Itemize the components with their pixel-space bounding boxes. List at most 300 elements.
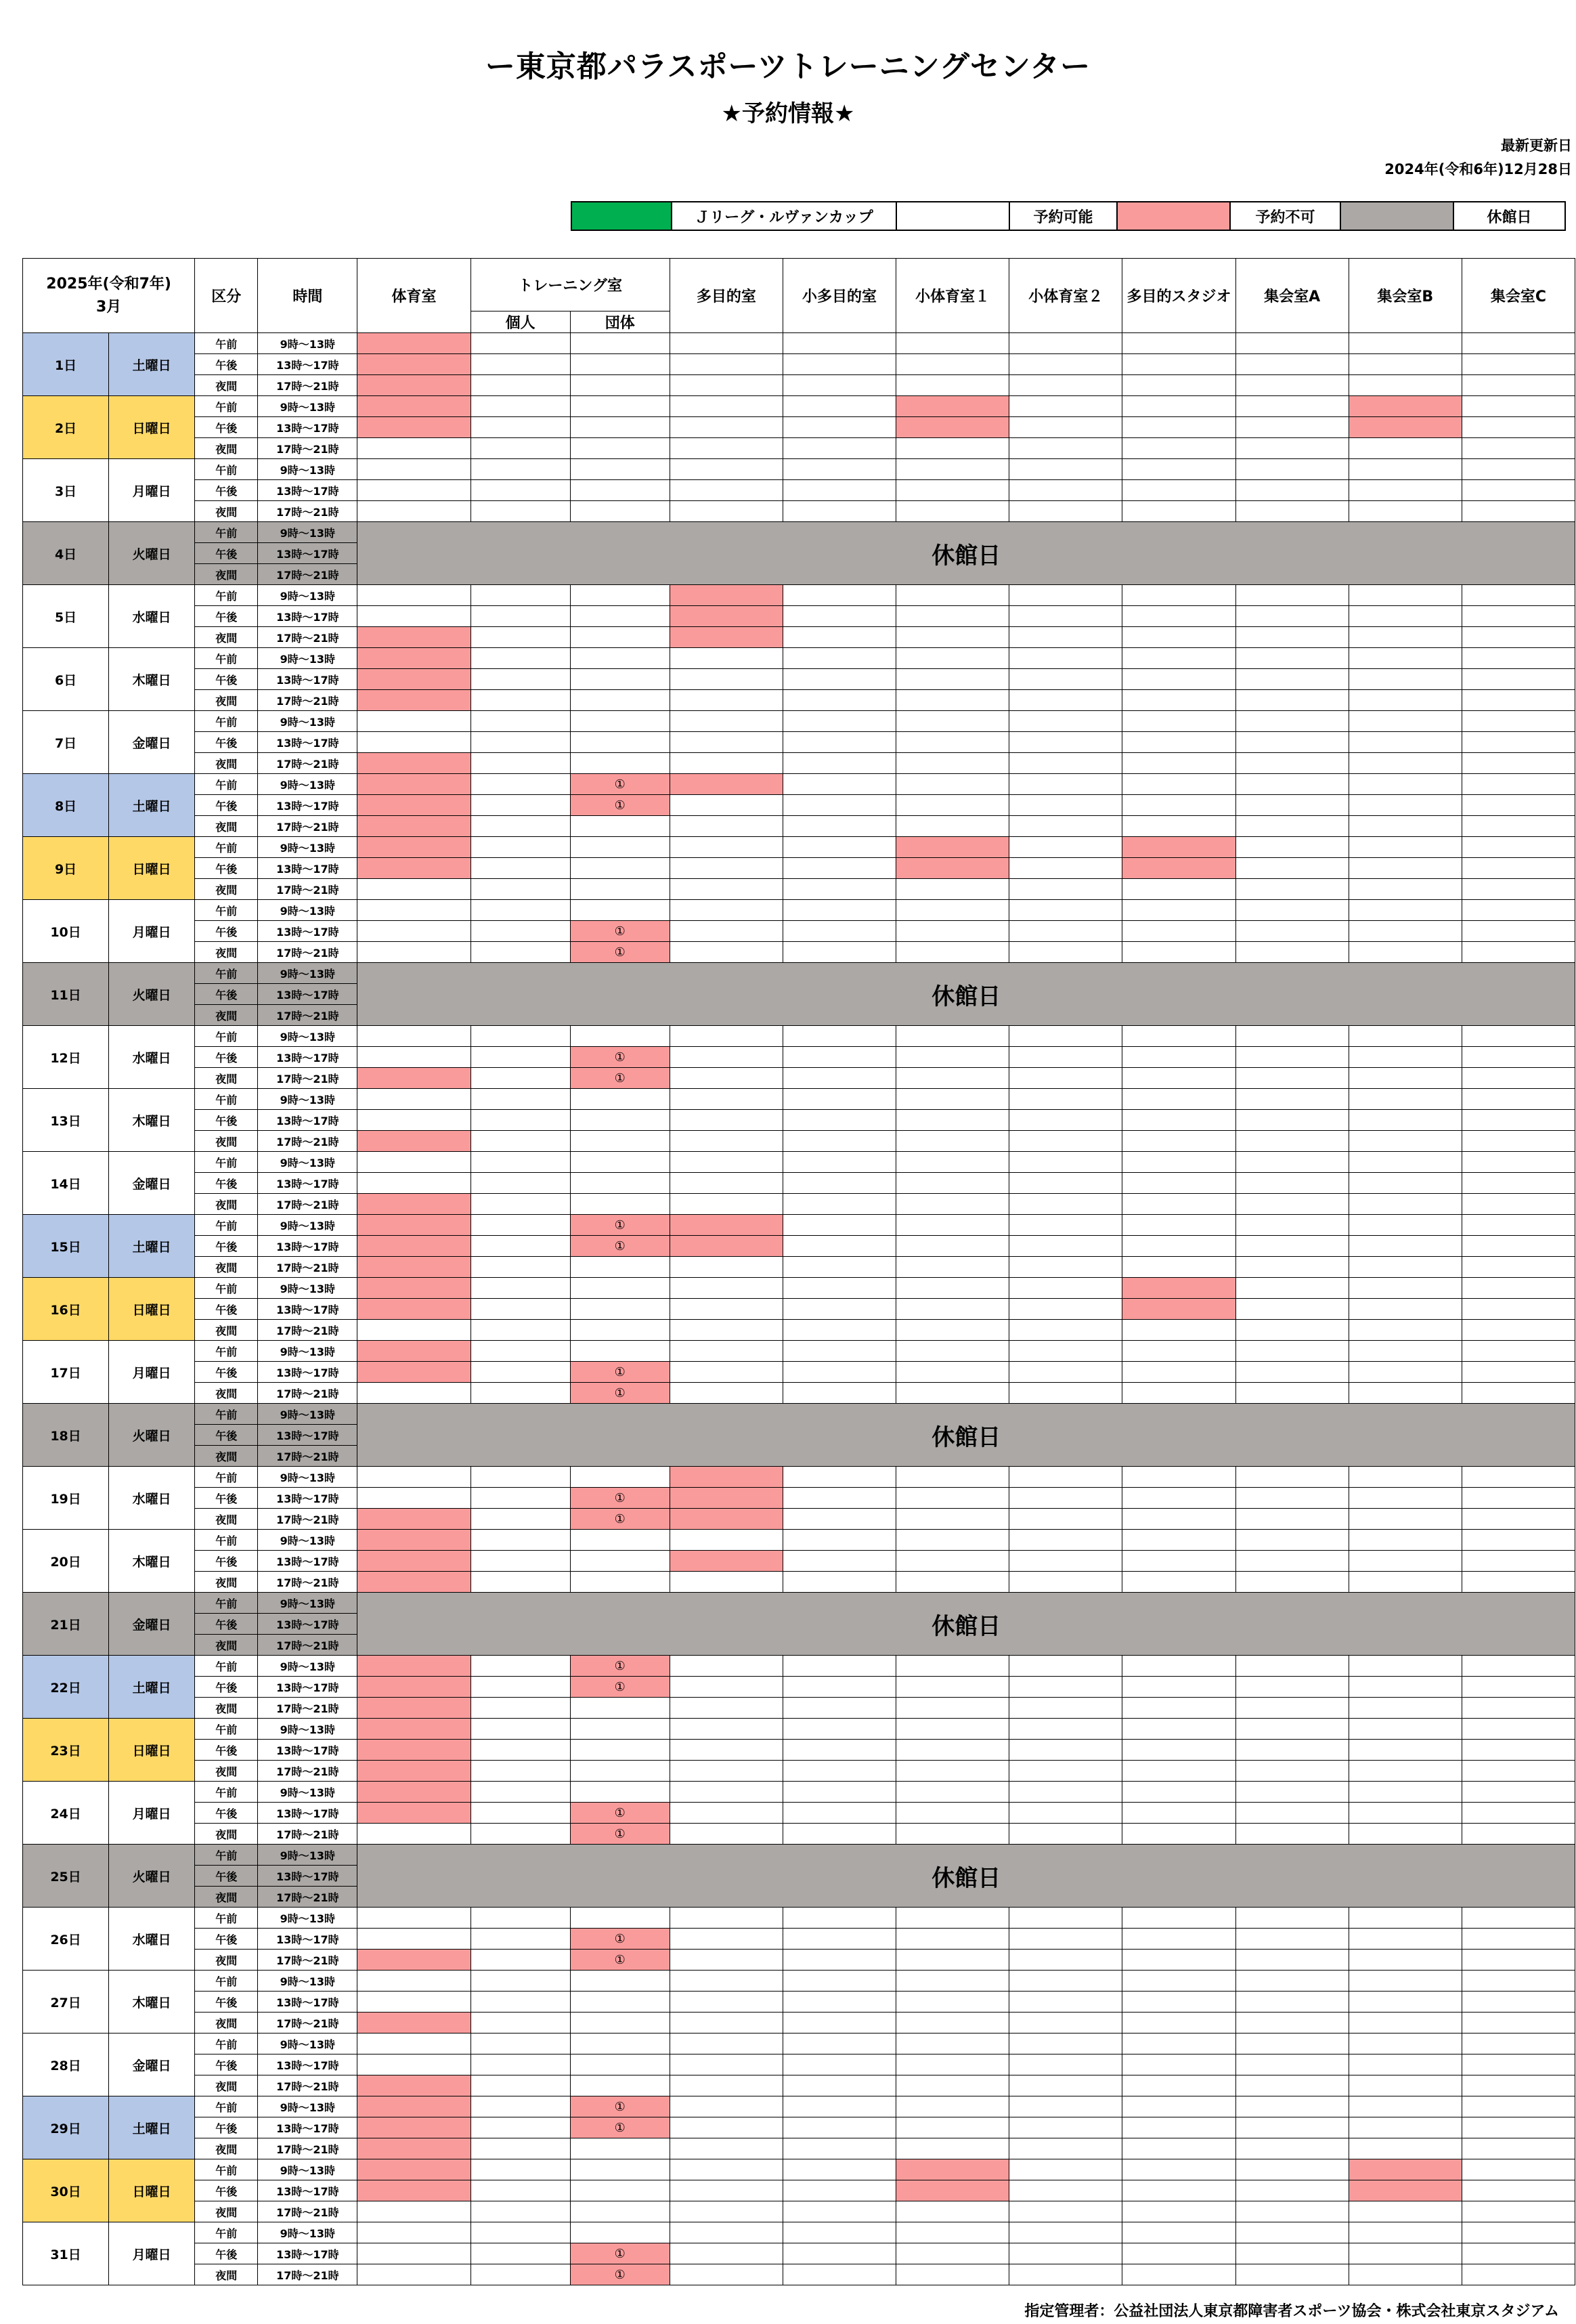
slot-available [783, 438, 896, 459]
slot-available [470, 1656, 570, 1677]
slot-available [783, 1908, 896, 1929]
time-cell: 17時～21時 [258, 1509, 357, 1530]
slot-available [470, 627, 570, 648]
slot-available [896, 942, 1009, 963]
slot-available [570, 2054, 670, 2075]
slot-available [1235, 1509, 1349, 1530]
slot-unavailable [357, 2096, 470, 2117]
slot-unavailable [357, 1656, 470, 1677]
slot-available [1235, 2096, 1349, 2117]
slot-available [1462, 2034, 1575, 2054]
day-date: 17日 [23, 1341, 109, 1404]
slot-available [1122, 1110, 1235, 1131]
slot-available [670, 2075, 783, 2096]
slot-available [670, 942, 783, 963]
table-row [23, 1341, 1575, 1362]
slot-available [1009, 1152, 1122, 1173]
table-row [23, 1257, 1575, 1278]
slot-available [1235, 2243, 1349, 2264]
slot-available [783, 1719, 896, 1740]
period-cell: 午後 [195, 669, 258, 690]
slot-available [570, 1719, 670, 1740]
slot-available [470, 1068, 570, 1089]
legend-swatch-available [896, 202, 1009, 230]
slot-available [1009, 1341, 1122, 1362]
slot-available [670, 1383, 783, 1404]
slot-available [1122, 1782, 1235, 1803]
period-cell: 午前 [195, 1719, 258, 1740]
table-row [23, 396, 1575, 417]
slot-available [783, 1152, 896, 1173]
slot-available [1235, 2201, 1349, 2222]
slot-available [1235, 1089, 1349, 1110]
day-date: 26日 [23, 1908, 109, 1971]
slot-available [570, 1320, 670, 1341]
slot-unavailable [357, 1068, 470, 1089]
slot-available [1122, 2117, 1235, 2138]
slot-available [1462, 669, 1575, 690]
slot-available [1009, 879, 1122, 900]
slot-available [470, 2075, 570, 2096]
slot-available [1009, 1194, 1122, 1215]
day-date: 6日 [23, 648, 109, 711]
table-row [23, 1299, 1575, 1320]
slot-available [470, 1677, 570, 1698]
slot-available [1122, 501, 1235, 522]
facility-header: 集会室C [1462, 259, 1575, 333]
slot-available [1349, 1572, 1462, 1593]
slot-available [1122, 1257, 1235, 1278]
slot-available [1462, 648, 1575, 669]
slot-available [1235, 774, 1349, 795]
slot-available [1462, 1908, 1575, 1929]
slot-available [1235, 2180, 1349, 2201]
table-row [23, 1215, 1575, 1236]
slot-unavailable: ① [570, 1362, 670, 1383]
slot-available [470, 732, 570, 753]
slot-available [1462, 1992, 1575, 2013]
slot-available [1009, 585, 1122, 606]
table-row [23, 900, 1575, 921]
slot-available [1462, 942, 1575, 963]
slot-available [470, 816, 570, 837]
period-cell: 午前 [195, 1278, 258, 1299]
slot-available [1235, 837, 1349, 858]
period-cell: 午後 [195, 1047, 258, 1068]
slot-available [1235, 1803, 1349, 1824]
slot-unavailable [357, 1299, 470, 1320]
slot-available [783, 1299, 896, 1320]
slot-available [470, 1950, 570, 1971]
slot-available [1462, 1278, 1575, 1299]
slot-unavailable [357, 837, 470, 858]
slot-available [1009, 858, 1122, 879]
slot-available [670, 711, 783, 732]
slot-available [357, 732, 470, 753]
slot-unavailable [896, 837, 1009, 858]
slot-available [670, 501, 783, 522]
slot-available [1122, 417, 1235, 438]
slot-available [1009, 1551, 1122, 1572]
slot-available [470, 1341, 570, 1362]
slot-available [1235, 375, 1349, 396]
slot-unavailable [357, 2159, 470, 2180]
slot-available [1009, 942, 1122, 963]
slot-available [1122, 1488, 1235, 1509]
slot-available [783, 1992, 896, 2013]
slot-available [896, 795, 1009, 816]
table-row [23, 942, 1575, 963]
time-cell: 13時～17時 [258, 858, 357, 879]
slot-unavailable: ① [570, 2096, 670, 2117]
slot-available [470, 2054, 570, 2075]
slot-available [1122, 1320, 1235, 1341]
slot-available [1349, 690, 1462, 711]
slot-unavailable [357, 858, 470, 879]
slot-available [1122, 2138, 1235, 2159]
slot-available [896, 774, 1009, 795]
period-cell: 午後 [195, 480, 258, 501]
period-cell: 午後 [195, 2243, 258, 2264]
time-cell: 9時～13時 [258, 1530, 357, 1551]
slot-available [1009, 1089, 1122, 1110]
slot-unavailable: ① [570, 1929, 670, 1950]
table-row [23, 585, 1575, 606]
table-row [23, 606, 1575, 627]
period-cell: 午後 [195, 2180, 258, 2201]
slot-available [470, 480, 570, 501]
slot-unavailable [357, 1236, 470, 1257]
slot-unavailable [357, 2075, 470, 2096]
slot-available [670, 648, 783, 669]
slot-available [1009, 648, 1122, 669]
day-weekday: 日曜日 [109, 2159, 195, 2222]
slot-available [1462, 375, 1575, 396]
slot-available [1122, 2034, 1235, 2054]
day-date: 11日 [23, 963, 109, 1026]
slot-available [783, 2054, 896, 2075]
time-cell: 17時～21時 [258, 1131, 357, 1152]
slot-unavailable: ① [570, 1236, 670, 1257]
table-row [23, 1152, 1575, 1173]
slot-available [1462, 1236, 1575, 1257]
slot-available [1349, 2096, 1462, 2117]
slot-available [670, 669, 783, 690]
time-cell: 13時～17時 [258, 1992, 357, 2013]
slot-available [896, 1530, 1009, 1551]
legend-label-unavailable: 予約不可 [1230, 202, 1340, 230]
slot-available [570, 438, 670, 459]
slot-available [670, 1341, 783, 1362]
slot-available [570, 669, 670, 690]
slot-available [1349, 459, 1462, 480]
slot-available [470, 606, 570, 627]
slot-available [357, 1173, 470, 1194]
day-date: 2日 [23, 396, 109, 459]
slot-available [470, 1173, 570, 1194]
slot-unavailable [357, 2013, 470, 2034]
slot-available [670, 2243, 783, 2264]
slot-available [1349, 1173, 1462, 1194]
slot-available [1462, 1740, 1575, 1761]
slot-unavailable [357, 2138, 470, 2159]
slot-available [896, 2096, 1009, 2117]
table-row [23, 1362, 1575, 1383]
slot-available [1235, 669, 1349, 690]
slot-available [1235, 1320, 1349, 1341]
slot-available [570, 753, 670, 774]
slot-available [570, 1278, 670, 1299]
slot-available [470, 669, 570, 690]
slot-available [670, 1278, 783, 1299]
slot-available [1122, 1908, 1235, 1929]
slot-available [570, 900, 670, 921]
slot-available [670, 396, 783, 417]
slot-available [470, 1152, 570, 1173]
slot-available [1122, 2075, 1235, 2096]
slot-available [1349, 879, 1462, 900]
time-cell: 13時～17時 [258, 1488, 357, 1509]
slot-available [1462, 795, 1575, 816]
slot-unavailable [357, 417, 470, 438]
period-cell: 午前 [195, 1467, 258, 1488]
day-weekday: 木曜日 [109, 1530, 195, 1593]
time-cell: 13時～17時 [258, 1614, 357, 1635]
time-cell: 17時～21時 [258, 942, 357, 963]
facility-header: 多目的室 [670, 259, 783, 333]
training-dantai-header: 団体 [570, 311, 670, 333]
period-cell: 午後 [195, 1362, 258, 1383]
slot-available [1349, 858, 1462, 879]
closed-day-banner: 休館日 [357, 522, 1575, 585]
table-row [23, 2013, 1575, 2034]
table-row [23, 1047, 1575, 1068]
slot-available [1009, 1509, 1122, 1530]
time-cell: 17時～21時 [258, 375, 357, 396]
slot-available [896, 1467, 1009, 1488]
day-weekday: 木曜日 [109, 1089, 195, 1152]
slot-available [1009, 1467, 1122, 1488]
slot-available [1009, 753, 1122, 774]
slot-available [1349, 753, 1462, 774]
period-cell: 午前 [195, 1215, 258, 1236]
slot-available [1462, 1656, 1575, 1677]
slot-available [357, 921, 470, 942]
slot-available [1349, 1299, 1462, 1320]
slot-available [1462, 858, 1575, 879]
slot-available [570, 837, 670, 858]
slot-available [1122, 942, 1235, 963]
time-cell: 17時～21時 [258, 1320, 357, 1341]
slot-available [1462, 753, 1575, 774]
day-weekday: 月曜日 [109, 900, 195, 963]
slot-available [896, 816, 1009, 837]
slot-available [1462, 1824, 1575, 1845]
facility-header: 体育室 [357, 259, 470, 333]
slot-available [1349, 1929, 1462, 1950]
slot-available [1235, 459, 1349, 480]
slot-available [1122, 879, 1235, 900]
table-row [23, 2180, 1575, 2201]
period-cell: 午後 [195, 984, 258, 1005]
table-row [23, 1320, 1575, 1341]
slot-available [570, 627, 670, 648]
slot-available [570, 858, 670, 879]
slot-available [1122, 1929, 1235, 1950]
slot-available [1349, 1719, 1462, 1740]
slot-available [1122, 480, 1235, 501]
slot-available [1349, 1236, 1462, 1257]
slot-available [1462, 1509, 1575, 1530]
time-header: 時間 [258, 259, 357, 333]
slot-available [1009, 2138, 1122, 2159]
time-cell: 17時～21時 [258, 2013, 357, 2034]
slot-unavailable [357, 795, 470, 816]
slot-available [783, 1677, 896, 1698]
training-room-header: トレーニング室 [470, 259, 670, 311]
legend [571, 201, 1566, 231]
slot-available [1122, 1551, 1235, 1572]
slot-available [1462, 1110, 1575, 1131]
slot-available [1462, 1026, 1575, 1047]
slot-available [783, 459, 896, 480]
period-cell: 午後 [195, 354, 258, 375]
time-cell: 9時～13時 [258, 711, 357, 732]
slot-available [896, 900, 1009, 921]
slot-available [1122, 1383, 1235, 1404]
slot-available [1462, 1152, 1575, 1173]
table-row [23, 1677, 1575, 1698]
slot-available [1009, 1824, 1122, 1845]
slot-available [670, 438, 783, 459]
slot-available [1009, 1782, 1122, 1803]
time-cell: 17時～21時 [258, 1194, 357, 1215]
slot-available [357, 2243, 470, 2264]
day-date: 10日 [23, 900, 109, 963]
table-row [23, 1803, 1575, 1824]
table-row [23, 879, 1575, 900]
slot-available [783, 837, 896, 858]
table-row [23, 1740, 1575, 1761]
period-cell: 午前 [195, 1782, 258, 1803]
slot-available [1462, 1467, 1575, 1488]
period-cell: 午前 [195, 1404, 258, 1425]
time-cell: 17時～21時 [258, 1698, 357, 1719]
slot-available [1349, 2201, 1462, 2222]
slot-available [1462, 501, 1575, 522]
slot-available [1349, 816, 1462, 837]
slot-unavailable [670, 1509, 783, 1530]
period-cell: 午前 [195, 963, 258, 984]
slot-available [1462, 2054, 1575, 2075]
slot-unavailable [896, 396, 1009, 417]
time-cell: 9時～13時 [258, 1908, 357, 1929]
time-cell: 9時～13時 [258, 1089, 357, 1110]
slot-available [783, 690, 896, 711]
time-cell: 9時～13時 [258, 459, 357, 480]
slot-available [470, 1530, 570, 1551]
period-cell: 午前 [195, 396, 258, 417]
slot-available [896, 585, 1009, 606]
time-cell: 13時～17時 [258, 1236, 357, 1257]
slot-unavailable [1122, 837, 1235, 858]
slot-unavailable: ① [570, 1068, 670, 1089]
slot-unavailable [357, 774, 470, 795]
slot-available [1235, 396, 1349, 417]
slot-available [1349, 1215, 1462, 1236]
slot-available [357, 1383, 470, 1404]
slot-available [1009, 2034, 1122, 2054]
slot-available [357, 711, 470, 732]
slot-available [896, 1782, 1009, 1803]
slot-available [1349, 438, 1462, 459]
slot-unavailable [896, 858, 1009, 879]
slot-available [570, 606, 670, 627]
slot-available [896, 480, 1009, 501]
slot-available [1349, 1782, 1462, 1803]
slot-available [783, 1026, 896, 1047]
period-cell: 午前 [195, 711, 258, 732]
slot-available [1349, 333, 1462, 354]
slot-available [1122, 669, 1235, 690]
slot-available [1009, 1761, 1122, 1782]
slot-available [1122, 2096, 1235, 2117]
period-cell: 午前 [195, 2159, 258, 2180]
slot-available [1235, 879, 1349, 900]
slot-available [1122, 1089, 1235, 1110]
period-cell: 午後 [195, 1299, 258, 1320]
slot-available [896, 1761, 1009, 1782]
slot-available [670, 2222, 783, 2243]
slot-available [570, 1341, 670, 1362]
time-cell: 17時～21時 [258, 2264, 357, 2285]
table-row [23, 1845, 1575, 1866]
slot-available [1122, 1131, 1235, 1152]
time-cell: 13時～17時 [258, 2054, 357, 2075]
slot-available [670, 1761, 783, 1782]
slot-available [1235, 2138, 1349, 2159]
slot-available [1235, 900, 1349, 921]
slot-available [670, 1929, 783, 1950]
slot-available [1235, 1908, 1349, 1929]
slot-available [1235, 2117, 1349, 2138]
closed-day-banner: 休館日 [357, 1845, 1575, 1908]
slot-unavailable: ① [570, 1950, 670, 1971]
slot-available [1009, 1803, 1122, 1824]
slot-available [1122, 795, 1235, 816]
slot-available [1235, 1551, 1349, 1572]
period-cell: 夜間 [195, 1887, 258, 1908]
slot-available [670, 480, 783, 501]
slot-available [1462, 1761, 1575, 1782]
slot-available [570, 375, 670, 396]
slot-available [1122, 774, 1235, 795]
slot-available [357, 1824, 470, 1845]
slot-available [1122, 1677, 1235, 1698]
slot-available [1462, 1068, 1575, 1089]
period-cell: 夜間 [195, 1761, 258, 1782]
time-cell: 17時～21時 [258, 1950, 357, 1971]
slot-available [783, 942, 896, 963]
slot-available [570, 1299, 670, 1320]
slot-unavailable [357, 375, 470, 396]
period-cell: 午後 [195, 1488, 258, 1509]
slot-available [1122, 711, 1235, 732]
slot-available [1462, 1551, 1575, 1572]
table-row [23, 837, 1575, 858]
slot-available [1009, 2243, 1122, 2264]
slot-available [470, 1698, 570, 1719]
